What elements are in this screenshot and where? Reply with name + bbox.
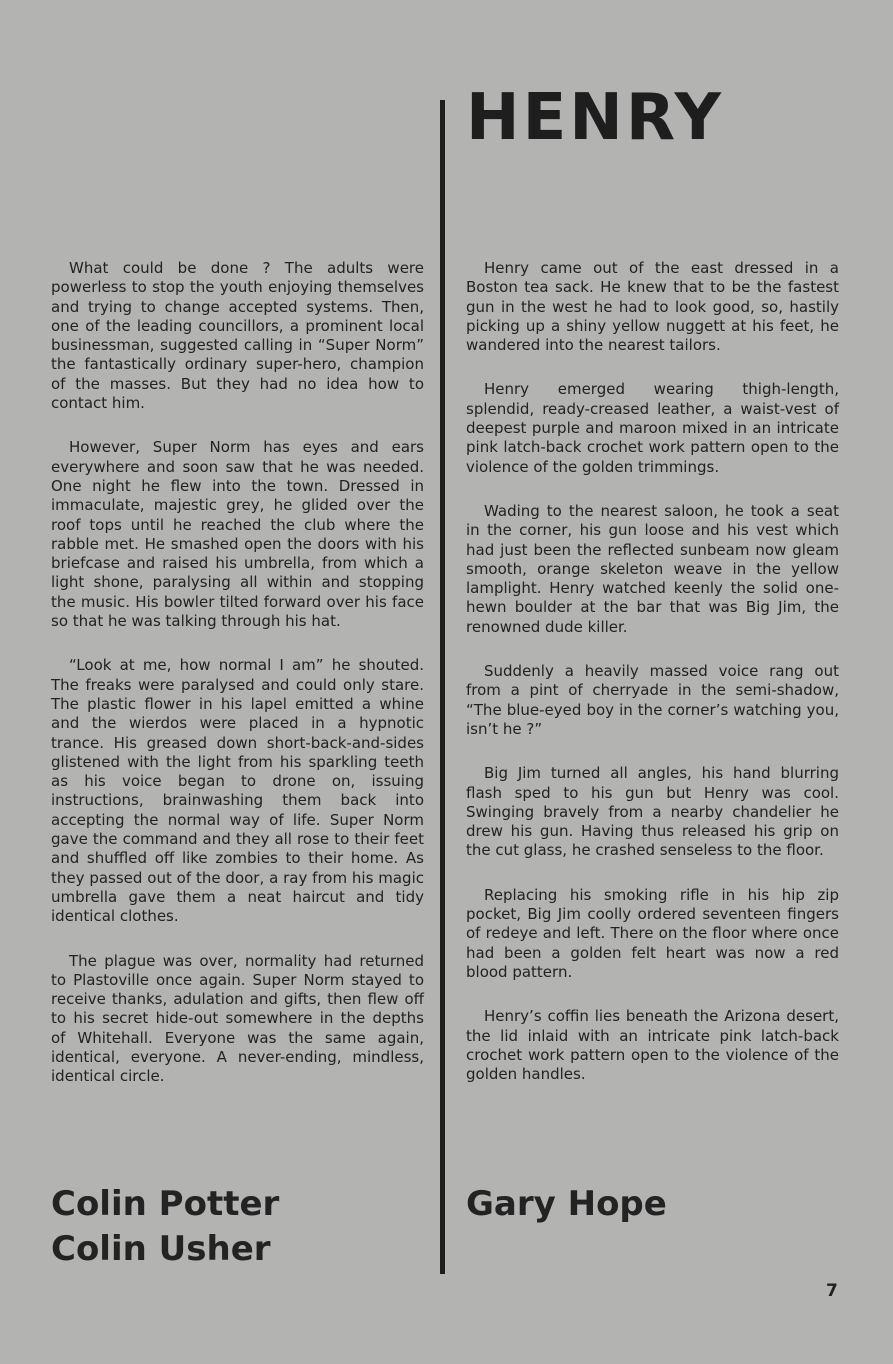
author-name: Gary Hope: [466, 1184, 667, 1224]
left-paragraph-3: “Look at me, how normal I am” he shouted. The freaks were paralysed and could only stare. The plastic flower in his lapel emitted a whine and the wierdos were placed in a hypnotic trance. His greased down short-back-and-sides glistened with the light from his sparkling teeth as his voice began to drone on, issuing instructions, brainwashing them back into accepting the normal way of life. Super Norm gave the command and they all rose to their feet and shuffled off like zombies to their home. As they passed out of the door, a ray from his magic umbrella gave them a neat haircut and tidy identical clothes.: [51, 656, 424, 926]
page-title: HENRY: [466, 81, 724, 155]
right-paragraph-7: Henry’s coffin lies beneath the Arizona desert, the lid inlaid with an intricate pink latch-back crochet work pattern open to the violence of the golden handles.: [466, 1007, 839, 1084]
left-column-text: [51, 259, 424, 1112]
author-name: Colin Potter: [51, 1184, 280, 1224]
left-author-byline: [51, 1182, 279, 1272]
left-paragraph-4: The plague was over, normality had returned to Plastoville once again. Super Norm stayed to receive thanks, adulation and gifts, then flew off to his secret hide-out somewhere in the depths of Whitehall. Everyone was the same again, identical, everyone. A never-ending, mindless, identical circle.: [51, 951, 424, 1086]
right-author-byline: [466, 1182, 667, 1227]
right-paragraph-1: Henry came out of the east dressed in a Boston tea sack. He knew that to be the fastest gun in the west he had to look good, so, hastily picking up a shiny yellow nuggett at his feet, he wandered into the nearest tailors.: [466, 259, 839, 355]
left-paragraph-1: What could be done ? The adults were powerless to stop the youth enjoying themselves and trying to change accepted systems. Then, one of the leading councillors, a prominent local businessman, suggested calling in “Super Norm” the fantastically ordinary super-hero, champion of the masses. But they had no idea how to contact him.: [51, 259, 424, 413]
author-name: Colin Usher: [51, 1229, 271, 1269]
column-divider: [440, 100, 445, 1274]
page-number: 7: [826, 1281, 838, 1301]
right-paragraph-6: Replacing his smoking rifle in his hip zip pocket, Big Jim coolly ordered seventeen fingers of redeye and left. There on the floor where once had been a golden felt heart was now a red blood pattern.: [466, 885, 839, 981]
right-column-text: [466, 259, 839, 1109]
right-paragraph-4: Suddenly a heavily massed voice rang out from a pint of cherryade in the semi-shadow, “The blue-eyed boy in the corner’s watching you, isn’t he ?”: [466, 662, 839, 738]
right-paragraph-2: Henry emerged wearing thigh-length, splendid, ready-creased leather, a waist-vest of deepest purple and maroon mixed in an intricate pink latch-back crochet work pattern open to the violence of the golden trimmings.: [466, 380, 839, 476]
right-paragraph-3: Wading to the nearest saloon, he took a seat in the corner, his gun loose and his vest which had just been the reflected sunbeam now gleam smooth, orange skeleton weave in the yellow lamplight. Henry watched keenly the solid one-hewn boulder at the bar that was Big Jim, the renowned dude killer.: [466, 501, 839, 636]
left-paragraph-2: However, Super Norm has eyes and ears everywhere and soon saw that he was needed. One night he flew into the town. Dressed in immaculate, majestic grey, he glided over the roof tops until he reached the club where the rabble met. He smashed open the doors with his briefcase and raised his umbrella, from which a light shone, paralysing all within and stopping the music. His bowler tilted forward over his face so that he was talking through his hat.: [51, 438, 424, 631]
right-paragraph-5: Big Jim turned all angles, his hand blurring flash sped to his gun but Henry was cool. Swinging bravely from a nearby chandelier he drew his gun. Having thus released his grip on the cut glass, he crashed senseless to the floor.: [466, 764, 839, 860]
